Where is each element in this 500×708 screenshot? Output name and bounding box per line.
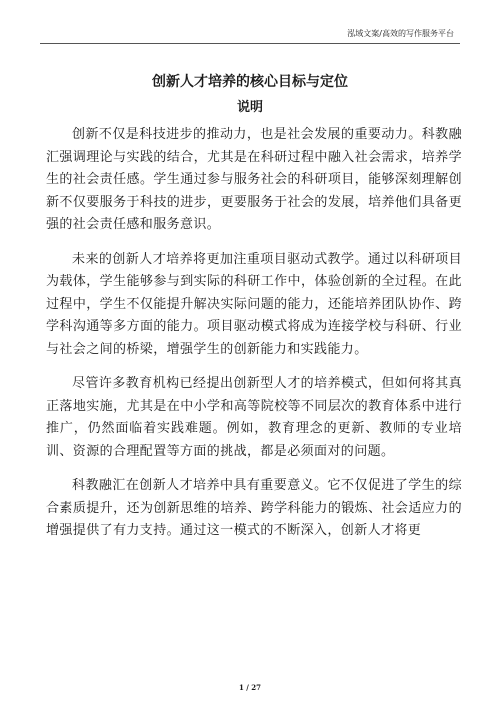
- paragraph: 尽管许多教育机构已经提出创新型人才的培养模式，但如何将其真正落地实施，尤其是在中小学和高等院校等不同层次的教育体系中进行推广，仍然面临着实践难题。例如，教育理念的更新、教师的专业培训、资源的合理配置等方面的挑战，都是必须面对的问题。: [46, 376, 462, 459]
- paragraph: 未来的创新人才培养将更加注重项目驱动式教学。通过以科研项目为载体，学生能够参与到实际的科研工作中，体验创新的全过程。在此过程中，学生不仅能提升解决实际问题的能力，还能培养团队协作、跨学科沟通等多方面的能力。项目驱动模式将成为连接学校与科研、行业与社会之间的桥梁，增强学生的创新能力和实践能力。: [46, 251, 462, 357]
- header-divider: [40, 43, 460, 44]
- paragraph: 科教融汇在创新人才培养中具有重要意义。它不仅促进了学生的综合素质提升，还为创新思维的培养、跨学科能力的锻炼、社会适应力的增强提供了有力支持。通过这一模式的不断深入，创新人才将更: [46, 478, 462, 538]
- document-title: 创新人才培养的核心目标与定位: [152, 74, 348, 90]
- page-header: 泓域文案/高效的写作服务平台: [347, 29, 454, 38]
- document-body: [46, 124, 462, 555]
- paragraph: 创新不仅是科技进步的推动力，也是社会发展的重要动力。科教融汇强调理论与实践的结合，尤其是在科研过程中融入社会需求，培养学生的社会责任感。学生通过参与服务社会的科研项目，能够深刻理解创新不仅要服务于科技的进步，更要服务于社会的发展，培养他们具备更强的社会责任感和服务意识。: [46, 127, 462, 232]
- document-subtitle: 说明: [236, 100, 263, 115]
- page-number: 1 / 27: [238, 683, 262, 692]
